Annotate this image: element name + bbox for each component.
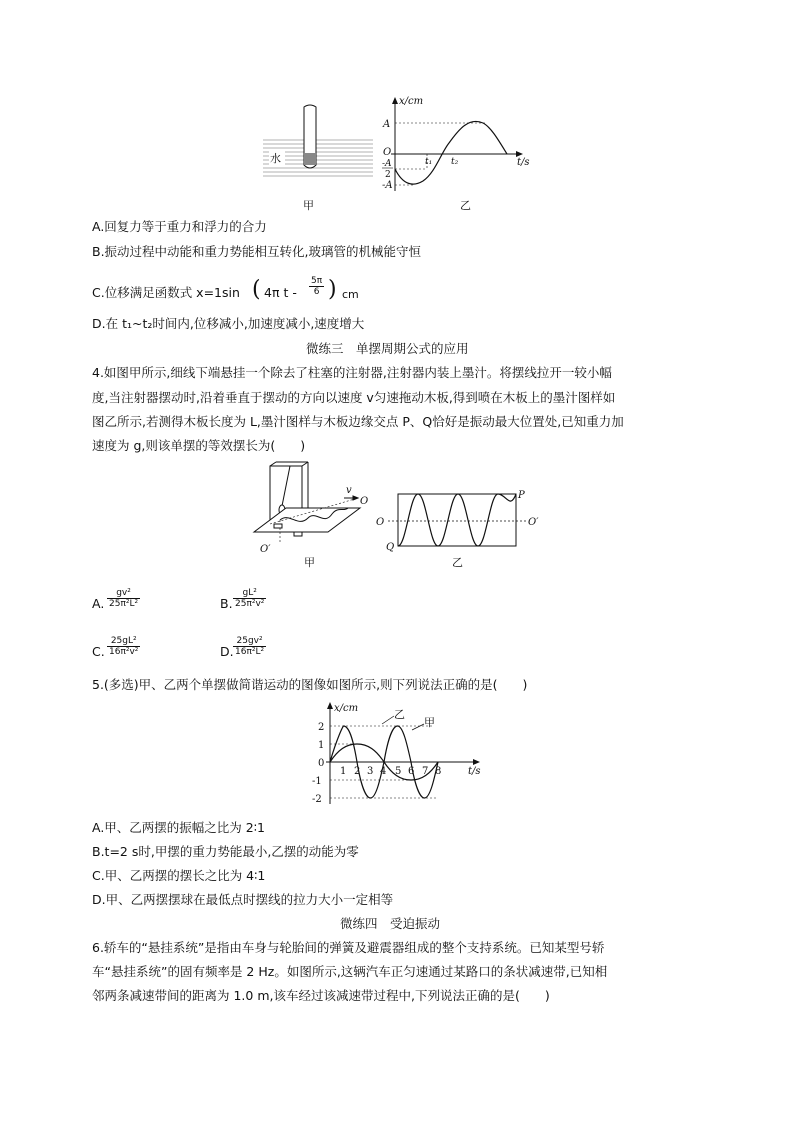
ink-trace xyxy=(398,494,516,546)
x-tick: 2 xyxy=(354,766,361,777)
x-tick: 8 xyxy=(435,766,442,777)
tick-t2: t₂ xyxy=(451,157,459,167)
sine-curve xyxy=(395,121,507,184)
fig-O-prime-label: O′ xyxy=(260,544,271,555)
q4-line2: 度,当注射器摆动时,沿着垂直于摆动的方向以速度 v匀速拖动木板,得到喷在木板上的墨汁图样如 xyxy=(92,390,616,405)
fig-O2-prime-label: O′ xyxy=(528,517,539,528)
x-t-graph xyxy=(382,96,530,191)
q3-option-d: D.在 t₁~t₂时间内,位移减小,加速度减小,速度增大 xyxy=(92,316,365,331)
fig-P-label: P xyxy=(518,490,525,501)
fig-O-label: O xyxy=(360,496,369,507)
x-tick: 4 xyxy=(380,766,387,777)
x-tick: 6 xyxy=(408,766,415,777)
q5-option-a: A.甲、乙两摆的振幅之比为 2∶1 xyxy=(92,820,265,835)
q3-option-c-prefix: C.位移满足函数式 x=1sin xyxy=(92,285,240,300)
tick-neg-A: -A xyxy=(382,180,393,191)
series-jia-label: 甲 xyxy=(424,716,435,729)
caption-jia: 甲 xyxy=(303,199,314,212)
water-label: 水 xyxy=(270,152,281,165)
q3-option-c-close-paren: ) xyxy=(328,277,337,302)
axis-x-label: t/s xyxy=(517,157,530,168)
q4-option-c-label: C. xyxy=(92,644,105,659)
q4-line3: 图乙所示,若测得木板长度为 L,墨汁图样与木板边缘交点 P、Q恰好是振动最大位置处,已知重力加 xyxy=(92,414,624,429)
x-axis-label: t/s xyxy=(468,766,481,777)
y-ticks xyxy=(312,722,324,805)
y-tick: 2 xyxy=(318,722,325,733)
tick-t1: t₁ xyxy=(425,157,433,167)
series-yi-label: 乙 xyxy=(394,708,405,721)
fig-Q-label: Q xyxy=(386,542,395,553)
tick-neg-half-A-top: -A xyxy=(382,159,392,169)
x-tick: 7 xyxy=(422,766,429,777)
q5-graph xyxy=(308,700,492,810)
tick-neg-half-A-bottom: 2 xyxy=(385,170,391,180)
figure1 xyxy=(255,93,545,215)
caption-jia: 甲 xyxy=(304,556,315,569)
q5-option-d: D.甲、乙两摆摆球在最低点时摆线的拉力大小一定相等 xyxy=(92,892,394,907)
y-tick: 1 xyxy=(318,740,325,751)
caption-yi: 乙 xyxy=(460,199,471,212)
caption-yi: 乙 xyxy=(452,556,463,569)
q4-option-b-frac: $\frac{\text{gL²}}{\text{25π²v²}}$ xyxy=(235,588,265,609)
tick-A: A xyxy=(383,119,391,130)
axis-y-label: x/cm xyxy=(399,96,424,107)
x-tick: 5 xyxy=(395,766,402,777)
q5-option-c: C.甲、乙两摆的摆长之比为 4∶1 xyxy=(92,868,266,883)
fig-v-label: v xyxy=(346,485,352,496)
q4-line1: 4.如图甲所示,细线下端悬挂一个除去了柱塞的注射器,注射器内装上墨汁。将摆线拉开一较小幅 xyxy=(92,365,612,380)
q4-option-a-frac: $\frac{\text{gv²}}{\text{25π²L²}}$ xyxy=(109,588,139,609)
q3-option-c-mid: 4π t - xyxy=(264,285,297,300)
q3-option-c-frac: $\frac{5\pi}{6}$ xyxy=(311,276,323,297)
q3-option-c-suffix: cm xyxy=(342,288,359,301)
q3-option-a: A.回复力等于重力和浮力的合力 xyxy=(92,219,267,234)
y-tick: -2 xyxy=(312,794,322,805)
figure-q4 xyxy=(250,460,540,572)
section4-title: 微练四 受迫振动 xyxy=(340,916,441,931)
x-tick: 1 xyxy=(340,766,347,777)
q4-line4: 速度为 g,则该单摆的等效摆长为( ) xyxy=(92,438,306,453)
ink-trace-board xyxy=(388,494,526,546)
q4-option-d-frac: $\frac{\text{25gv²}}{\text{16π²L²}}$ xyxy=(235,636,265,657)
q3-option-c-open-paren: ( xyxy=(252,277,261,302)
x-tick: 3 xyxy=(367,766,374,777)
y-axis-label: x/cm xyxy=(334,703,359,714)
q4-option-d-label: D. xyxy=(220,644,234,659)
q5-option-b: B.t=2 s时,甲摆的重力势能最小,乙摆的动能为零 xyxy=(92,844,359,859)
q3-option-b: B.振动过程中动能和重力势能相互转化,玻璃管的机械能守恒 xyxy=(92,244,422,259)
y-tick: 0 xyxy=(318,758,325,769)
q6-line1: 6.轿车的“悬挂系统”是指由车身与轮胎间的弹簧及避震器组成的整个支持系统。已知某型号轿 xyxy=(92,940,605,955)
q4-option-a-label: A. xyxy=(92,596,105,611)
pendulum-apparatus xyxy=(254,462,360,542)
q6-line2: 车“悬挂系统”的固有频率是 2 Hz。如图所示,这辆汽车正匀速通过某路口的条状减速带,已知相 xyxy=(92,964,608,979)
q4-option-b-label: B. xyxy=(220,596,233,611)
tick-origin: O xyxy=(383,147,392,158)
x-ticks xyxy=(340,766,441,777)
q5-stem: 5.(多选)甲、乙两个单摆做简谐运动的图像如图所示,则下列说法正确的是( ) xyxy=(92,677,528,692)
q6-line3: 邻两条减速带间的距离为 1.0 m,该车经过该减速带过程中,下列说法正确的是( ) xyxy=(92,988,550,1003)
fig-O2-label: O xyxy=(376,517,385,528)
y-tick: -1 xyxy=(312,776,322,787)
q4-option-c-frac: $\frac{\text{25gL²}}{\text{16π²v²}}$ xyxy=(109,636,139,657)
section3-title: 微练三 单摆周期公式的应用 xyxy=(306,341,469,356)
